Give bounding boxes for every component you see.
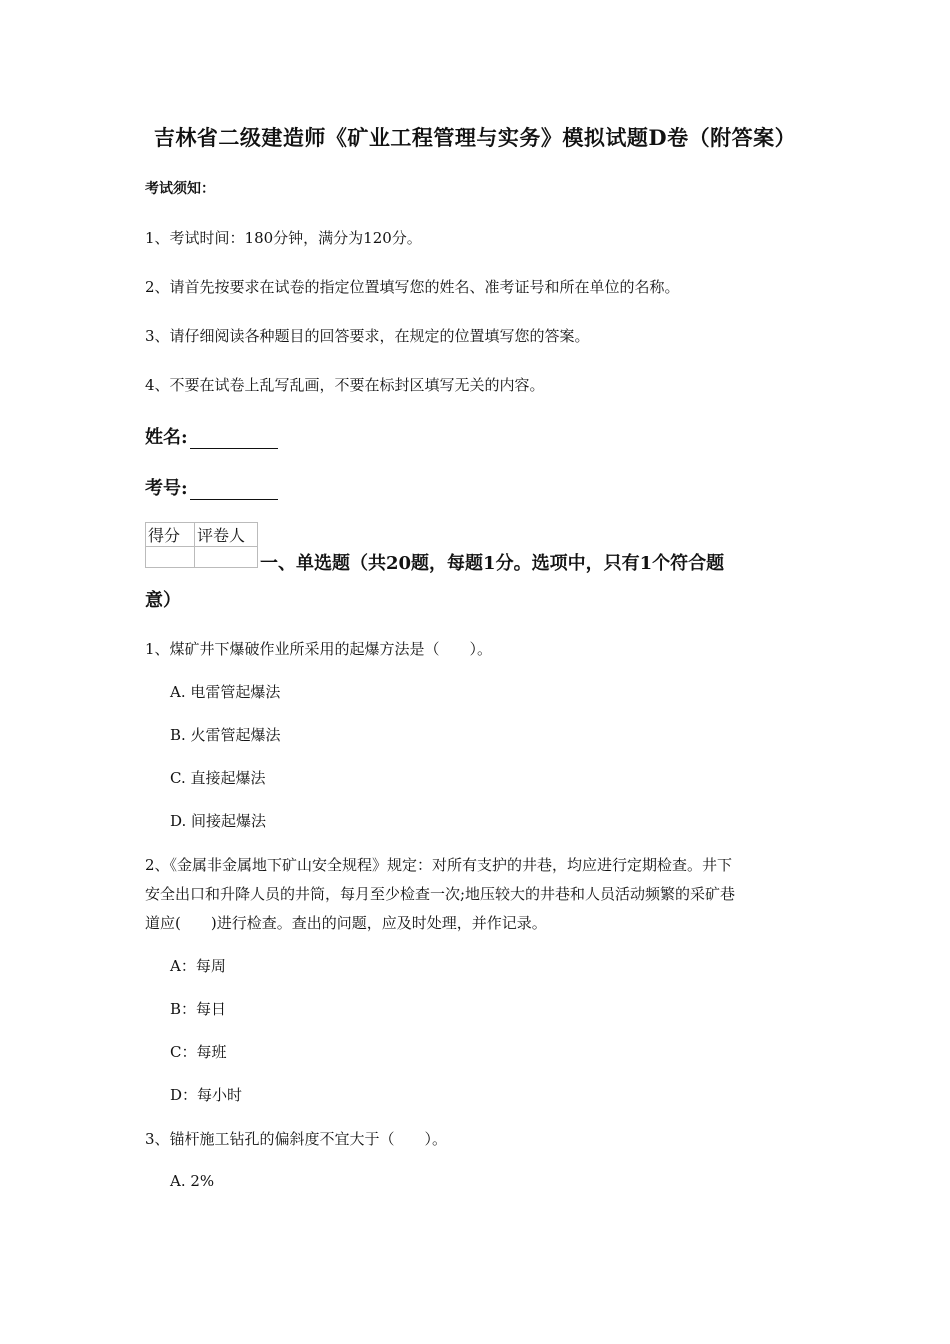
notice-item: 2、请首先按要求在试卷的指定位置填写您的姓名、准考证号和所在单位的名称。	[145, 278, 680, 296]
option: C：每班	[170, 1043, 227, 1061]
option: A. 电雷管起爆法	[170, 683, 281, 701]
notice-item: 4、不要在试卷上乱写乱画，不要在标封区填写无关的内容。	[145, 376, 545, 394]
notice-heading: 考试须知：	[145, 181, 215, 197]
question-2: 2、《金属非金属地下矿山安全规程》规定：对所有支护的井巷，均应进行定期检查。井下	[145, 856, 733, 874]
option: D. 间接起爆法	[170, 812, 267, 830]
option: D：每小时	[170, 1086, 243, 1104]
option: B：每日	[170, 1000, 227, 1018]
id-field	[145, 474, 278, 500]
question-2-cont: 道应( )进行检查。查出的问题，应及时处理，并作记录。	[145, 914, 547, 932]
notice-item: 3、请仔细阅读各种题目的回答要求，在规定的位置填写您的答案。	[145, 327, 590, 345]
score-cell[interactable]	[146, 547, 195, 568]
section-heading: 一、单选题（共20题，每题1分。选项中，只有1个符合题	[260, 553, 725, 574]
question-1: 1、煤矿井下爆破作业所采用的起爆方法是（ ）。	[145, 640, 493, 658]
section-heading-cont: 意）	[145, 590, 181, 611]
name-field	[145, 423, 278, 449]
id-label: 考号:	[145, 478, 188, 499]
notice-item: 1、考试时间：180分钟，满分为120分。	[145, 229, 422, 247]
score-table	[145, 522, 258, 568]
name-label: 姓名:	[145, 427, 188, 448]
grader-cell[interactable]	[195, 547, 258, 568]
grader-header: 评卷人	[195, 523, 258, 547]
option: A：每周	[170, 957, 226, 975]
page-title: 吉林省二级建造师《矿业工程管理与实务》模拟试题D卷（附答案）	[153, 125, 797, 150]
name-blank[interactable]	[190, 430, 278, 449]
option: C. 直接起爆法	[170, 769, 266, 787]
id-blank[interactable]	[190, 481, 278, 500]
option: B. 火雷管起爆法	[170, 726, 281, 744]
question-2-cont: 安全出口和升降人员的井筒，每月至少检查一次;地压较大的井巷和人员活动频繁的采矿巷	[145, 885, 736, 903]
question-3: 3、锚杆施工钻孔的偏斜度不宜大于（ ）。	[145, 1130, 448, 1148]
score-header: 得分	[146, 523, 195, 547]
option: A. 2%	[170, 1172, 215, 1190]
